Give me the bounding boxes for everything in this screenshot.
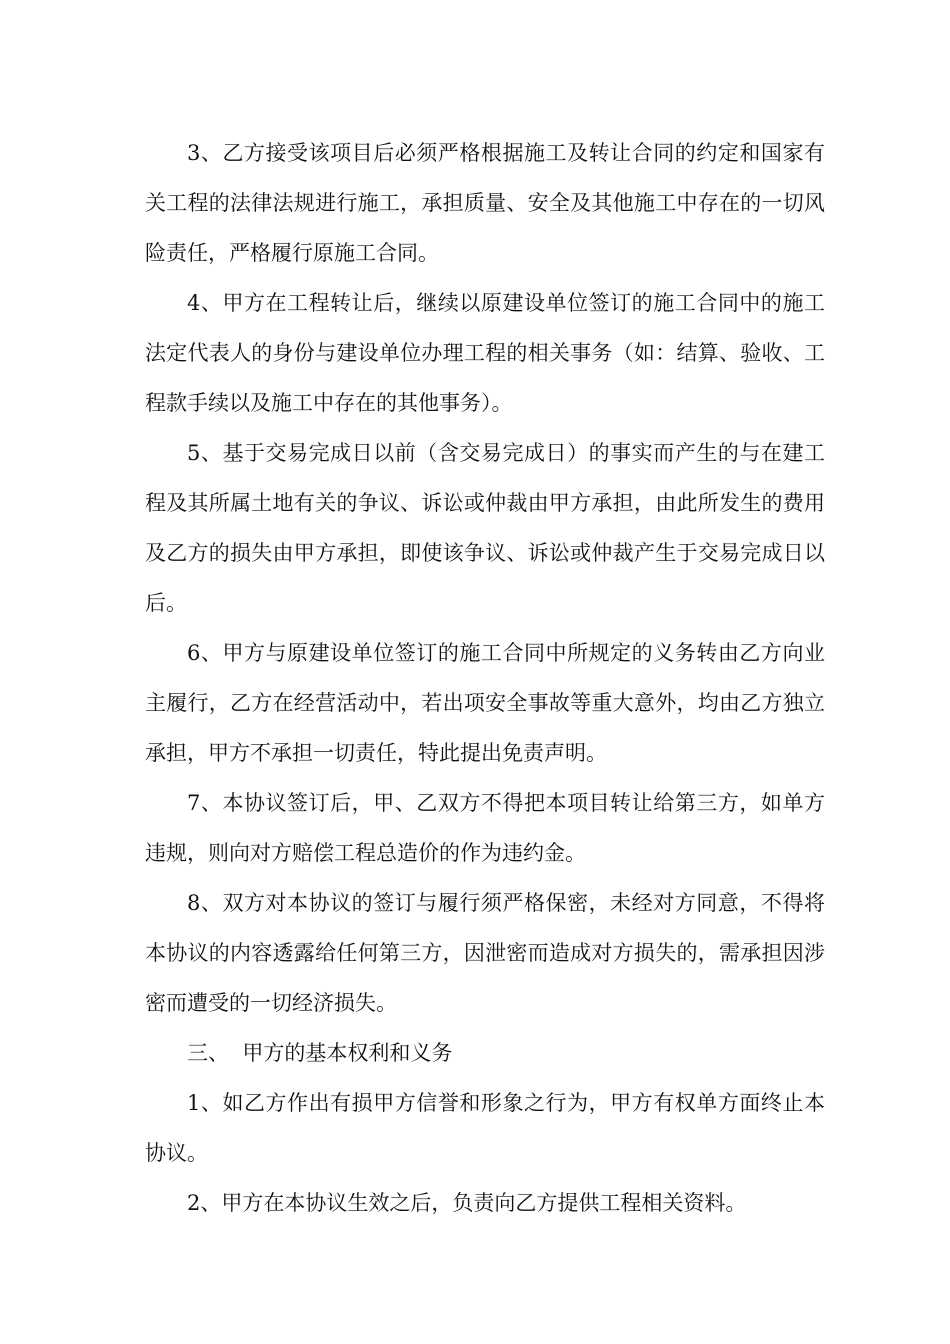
clause-4: 4、甲方在工程转让后，继续以原建设单位签订的施工合同中的施工法定代表人的身份与建设单位办理工程的相关事务（如：结算、验收、工程款手续以及施工中存在的其他事务）。 <box>145 291 825 415</box>
clause-6: 6、甲方与原建设单位签订的施工合同中所规定的义务转由乙方向业主履行，乙方在经营活动中，若出项安全事故等重大意外，均由乙方独立承担，甲方不承担一切责任，特此提出免责声明。 <box>145 641 825 765</box>
clause-8: 8、双方对本协议的签订与履行须严格保密，未经对方同意，不得将本协议的内容透露给任何第三方，因泄密而造成对方损失的，需承担因涉密而遭受的一切经济损失。 <box>145 891 825 1015</box>
clause-7: 7、本协议签订后，甲、乙双方不得把本项目转让给第三方，如单方违规，则向对方赔偿工程总造价的作为违约金。 <box>145 791 825 865</box>
section-heading: 三、 甲方的基本权利和义务 <box>187 1041 453 1065</box>
clause-5: 5、基于交易完成日以前（含交易完成日）的事实而产生的与在建工程及其所属土地有关的争议、诉讼或仲裁由甲方承担，由此所发生的费用及乙方的损失由甲方承担，即使该争议、诉讼或仲裁产生于交易完成日以后。 <box>145 441 825 615</box>
document-body <box>145 128 825 1228</box>
section-clause-1: 1、如乙方作出有损甲方信誉和形象之行为，甲方有权单方面终止本协议。 <box>145 1091 825 1165</box>
section-clause-2: 2、甲方在本协议生效之后，负责向乙方提供工程相关资料。 <box>187 1191 747 1215</box>
clause-3: 3、乙方接受该项目后必须严格根据施工及转让合同的约定和国家有关工程的法律法规进行施工，承担质量、安全及其他施工中存在的一切风险责任，严格履行原施工合同。 <box>145 141 825 265</box>
